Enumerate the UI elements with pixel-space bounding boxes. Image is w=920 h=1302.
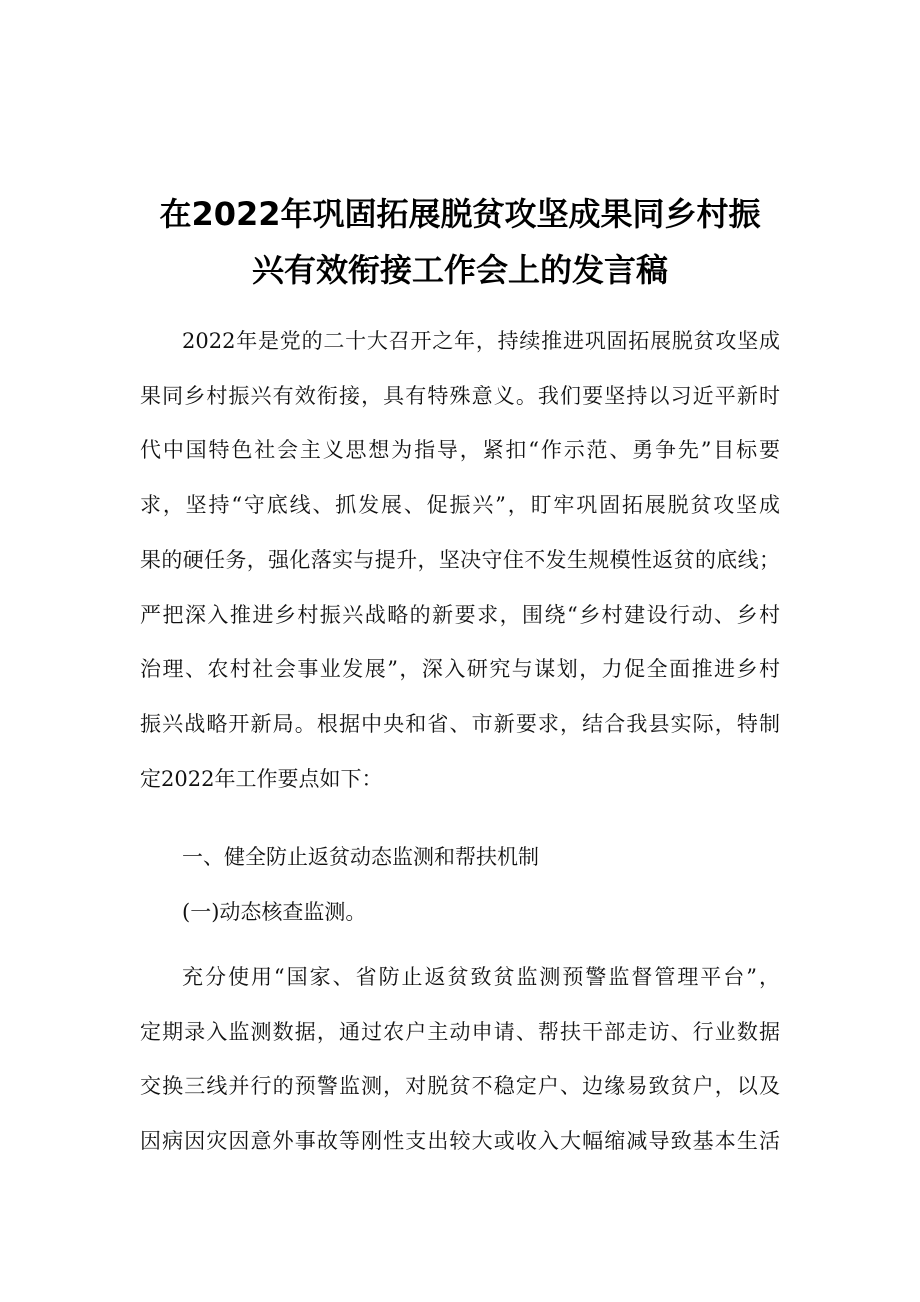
title-line: 在2022年巩固拓展脱贫攻坚成果同乡村振 [159,195,761,233]
paragraph-line: 定期录入监测数据，通过农户主动申请、帮扶干部走访、行业数据 [140,1019,780,1044]
paragraph-line: 严把深入推进乡村振兴战略的新要求，围绕“乡村建设行动、乡村 [140,602,780,627]
paragraph-line: 振兴战略开新局。根据中央和省、市新要求，结合我县实际，特制 [140,711,780,736]
paragraph-line: 代中国特色社会主义思想为指导，紧扣“作示范、勇争先”目标要 [140,438,780,463]
paragraph-line: 2022年是党的二十大召开之年，持续推进巩固拓展脱贫攻坚成 [182,329,780,353]
section-sub-heading [140,885,780,940]
document-title [135,186,785,298]
section-sub-heading-text: (一)动态核查监测。 [182,900,367,924]
intro-paragraph [140,314,780,806]
paragraph-line: 治理、农村社会事业发展”，深入研究与谋划，力促全面推进乡村 [140,657,780,682]
title-line: 兴有效衔接工作会上的发言稿 [251,251,668,289]
section-heading [140,830,780,885]
paragraph-line: 因病因灾因意外事故等刚性支出较大或收入大幅缩减导致基本生活 [140,1129,780,1154]
section-paragraph [140,950,780,1169]
paragraph-line: 果同乡村振兴有效衔接，具有特殊意义。我们要坚持以习近平新时 [140,383,780,408]
paragraph-line: 交换三线并行的预警监测，对脱贫不稳定户、边缘易致贫户，以及 [140,1074,780,1099]
paragraph-line: 充分使用“国家、省防止返贫致贫监测预警监督管理平台”， [182,965,780,989]
section-heading-text: 一、健全防止返贫动态监测和帮扶机制 [182,845,539,869]
paragraph-line: 果的硬任务，强化落实与提升，坚决守住不发生规模性返贫的底线； [140,547,780,572]
paragraph-line: 定2022年工作要点如下： [140,766,383,791]
paragraph-line: 求，坚持“守底线、抓发展、促振兴”，盯牢巩固拓展脱贫攻坚成 [140,493,780,518]
